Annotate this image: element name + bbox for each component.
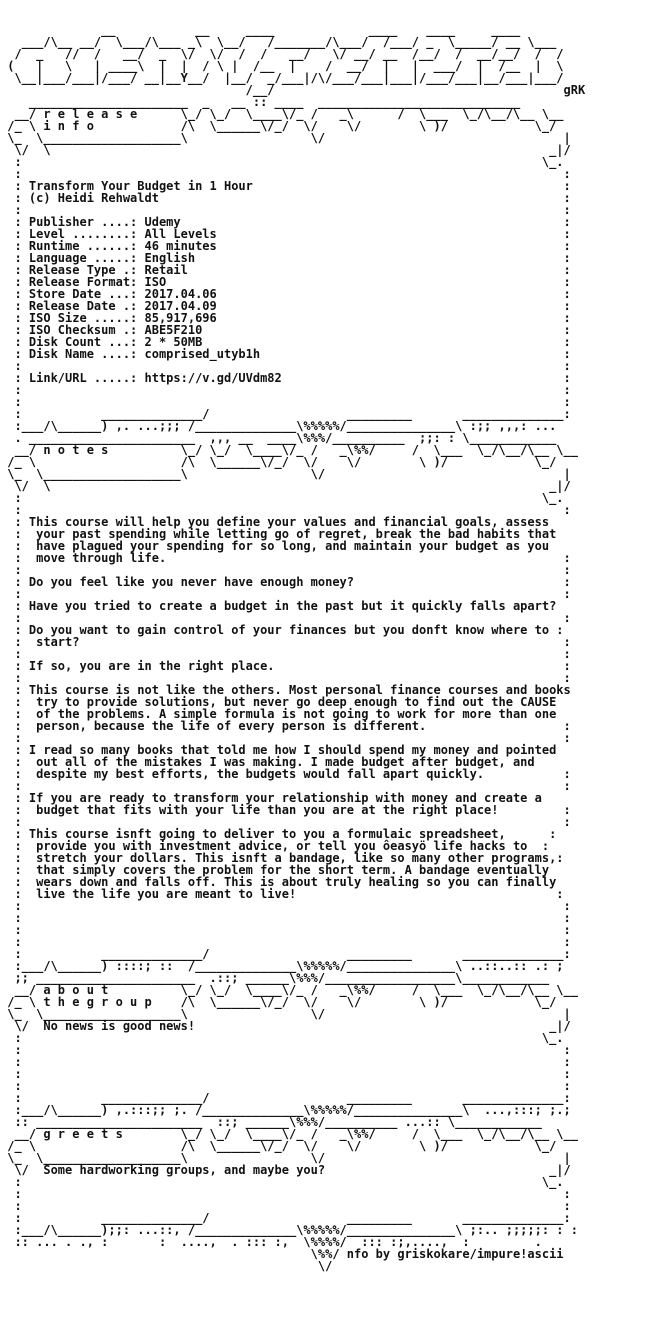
nfo-line: : : — [0, 731, 571, 745]
nfo-line: : live the life you are meant to live! : — [0, 887, 564, 901]
nfo-line: : ______________/ _________ ______________: — [0, 947, 571, 961]
nfo-line: __ __ ____ ____ ____ ____ — [0, 24, 521, 37]
nfo-line: : Do you feel like you never have enough money? : — [0, 575, 571, 589]
nfo-line: :___/\______);;: ...::, /______________\%%%%%/_______________\ ;:.. ;;;;;: : : — [0, 1223, 578, 1237]
nfo-line: : Release Type .: Retail : — [0, 263, 571, 277]
nfo-line: : : — [0, 1067, 571, 1081]
nfo-line: : : — [0, 815, 571, 829]
nfo-line: : Level ........: All Levels : — [0, 227, 571, 241]
nfo-line: : ______________/ _________ ______________: — [0, 1091, 571, 1105]
nfo-line: : have plagued your spending for so long, and maintain your budget as you — [0, 539, 550, 553]
nfo-line: : : — [0, 779, 571, 793]
nfo-line: : If so, you are in the right place. : — [0, 659, 571, 673]
nfo-line: : Release Date .: 2017.04.09 : — [0, 299, 571, 313]
nfo-line: : Disk Name ....: comprised_utyb1h : — [0, 347, 571, 361]
nfo-line: ___/\__ __/ \___/\___ _\ \__/ /_______/\___/ /___/ _ \_____/ __ \___ — [0, 35, 557, 49]
nfo-line: : If you are ready to transform your relationship with money and create a — [0, 791, 542, 805]
nfo-line: \__|___/___|/___/ __|__Y__/ |__/ _/___|/\/___/___|___|/___/___|__/___|___/ — [0, 71, 564, 85]
nfo-line: : : — [0, 587, 571, 601]
nfo-line: : stretch your dollars. This isnft a bandage, like so many other programs,: — [0, 851, 564, 865]
nfo-line: : Runtime ......: 46 minutes : — [0, 239, 571, 253]
nfo-line: : This course will help you define your values and financial goals, assess — [0, 515, 550, 529]
nfo-line: : : — [0, 1043, 571, 1057]
nfo-line: ( | \ | ____\ | | / \ | /__ | / __/ | | ___/ | /__ | \ — [0, 59, 564, 73]
nfo-line: : : — [0, 647, 571, 661]
nfo-line: : : — [0, 395, 571, 409]
nfo-line: /_ \ i n f o /\ \______\/_/ \/ \/ \ )/ \_/ — [0, 119, 557, 133]
nfo-line: : : — [0, 383, 571, 397]
nfo-line: \/ \ _|/ — [0, 143, 571, 157]
nfo-line: / _ // / __/ _ \/ \/ / / __/ \/ __/ __ /__/ / __/__/ / / — [0, 47, 564, 61]
nfo-line: : : — [0, 503, 571, 517]
nfo-line: : : — [0, 1199, 571, 1213]
nfo-line: : : — [0, 611, 571, 625]
nfo-line: \_ \___________________\ \/ | — [0, 467, 571, 481]
nfo-document — [0, 24, 648, 1320]
nfo-line: __/ r e l e a s e \_/ \_/ \____\/_ / _\ / \___ \_/\__/\__ \__ — [0, 107, 564, 121]
nfo-line: \/ \ _|/ — [0, 479, 571, 493]
nfo-line: : I read so many books that told me how I should spend my money and pointed — [0, 743, 557, 757]
nfo-line: :___/\______) ,.:::;; ;. /______________\%%%%%/_______________\ ...,:::; ;.; — [0, 1103, 571, 1117]
nfo-line: \/ No news is good news! _|/ — [0, 1019, 571, 1033]
nfo-line: \/ Some hardworking groups, and maybe you? _|/ — [0, 1163, 571, 1177]
nfo-line: : This course isnft going to deliver to you a formulaic spreadsheet, : — [0, 827, 557, 841]
nfo-line: : Have you tried to create a budget in the past but it quickly falls apart? — [0, 599, 557, 613]
nfo-line: \/ — [0, 1259, 333, 1273]
nfo-line: : : — [0, 671, 571, 685]
nfo-line: : : — [0, 935, 571, 949]
nfo-line: \_ \___________________\ \/ | — [0, 131, 571, 145]
nfo-line: : of the problems. A simple formula is not going to work for more than one — [0, 707, 557, 721]
nfo-line: : Release Format: ISO : — [0, 275, 571, 289]
nfo-line: : Language .....: English : — [0, 251, 571, 265]
nfo-line: : ______________/ _________ ______________: — [0, 1211, 571, 1225]
nfo-line: __/ a b o u t \_/ \_/ \____\/_ / _\%%/ / \___ \_/\__/\__ \__ — [0, 983, 578, 997]
nfo-line: : try to provide solutions, but never go deep enough to find out the CAUSE — [0, 695, 557, 709]
nfo-line: : Do you want to gain control of your finances but you donft know where to : — [0, 623, 564, 637]
nfo-line: : : — [0, 1055, 571, 1069]
nfo-line: ______________________ _ __ :: ____ ____________________________ — [0, 95, 521, 109]
nfo-line: \_ \___________________\ \/ | — [0, 1007, 571, 1021]
nfo-line: : Publisher ....: Udemy : — [0, 215, 571, 229]
nfo-line: : (c) Heidi Rehwaldt : — [0, 191, 571, 205]
nfo-line: ;; ______________________ .::; ______\%%%/__________________\____________ — [0, 971, 550, 985]
nfo-line: : ISO Size .....: 85,917,696 : — [0, 311, 571, 325]
nfo-line: : \_. — [0, 491, 564, 505]
nfo-line: : This course is not like the others. Most personal finance courses and books — [0, 683, 571, 697]
nfo-line: : : — [0, 359, 571, 373]
nfo-line: : Disk Count ...: 2 * 50MB : — [0, 335, 571, 349]
nfo-line: : despite my best efforts, the budgets would fall apart quickly. : — [0, 767, 571, 781]
nfo-line: __/ n o t e s \_/ \_/ \____\/_ / _\%%/ / \___ \_/\__/\__ \__ — [0, 443, 578, 457]
nfo-line: : person, because the life of every person is different. : — [0, 719, 571, 733]
nfo-line: : : — [0, 923, 571, 937]
nfo-line: : : — [0, 899, 571, 913]
nfo-line: :___/\______) ::::; :: /______________\%%%%%/_______________\ ..::..:: .: ; — [0, 959, 564, 973]
nfo-line: : : — [0, 1187, 571, 1201]
nfo-line: /_ \ t h e g r o u p /\ \______\/_/ \/ \/ \ )/ \_/ — [0, 995, 557, 1009]
nfo-line: : provide you with investment advice, or tell you ôeasyö life hacks to : — [0, 839, 550, 853]
nfo-line: /_ \ /\ \______\/_/ \/ \/ \ )/ \_/ — [0, 1139, 557, 1153]
nfo-line: : : — [0, 563, 571, 577]
nfo-line: : \_. — [0, 1175, 564, 1189]
nfo-line: : : — [0, 167, 571, 181]
nfo-line: \_ \___________________\ \/ | — [0, 1151, 571, 1165]
nfo-line: : move through life. : — [0, 551, 571, 565]
nfo-line: : \_. — [0, 1031, 564, 1045]
nfo-line: \%%/ nfo by griskokare/impure!ascii — [0, 1247, 564, 1261]
nfo-line: : Store Date ...: 2017.04.06 : — [0, 287, 571, 301]
nfo-line: : Link/URL .....: https://v.gd/UVdm82 : — [0, 371, 571, 385]
nfo-line: : start? : — [0, 635, 571, 649]
nfo-line: /__/ gRK — [0, 83, 586, 97]
nfo-line: : : — [0, 911, 571, 925]
nfo-line: /_ \ /\ \______\/_/ \/ \/ \ )/ \_/ — [0, 455, 557, 469]
nfo-line: . _______________________ ,,, __ ____\%%%/__________ ;;: : \____________ — [0, 431, 557, 445]
nfo-line: __/ g r e e t s \_/ \_/ \____\/_ / _\%%/ / \___ \_/\__/\__ \__ — [0, 1127, 578, 1141]
nfo-line: :: ... . ., : : ...., . ::: :, \%%%%/ ::: :;,...., : . — [0, 1235, 542, 1249]
nfo-line: : out all of the mistakes I was making. I made budget after budget, and — [0, 755, 535, 769]
nfo-line: : your past spending while letting go of regret, break the bad habits that — [0, 527, 557, 541]
nfo-line: : ISO Checksum .: ABE5F210 : — [0, 323, 571, 337]
nfo-line: : ______________/ _________ ______________: — [0, 407, 571, 421]
nfo-line: : : — [0, 203, 571, 217]
nfo-line: : \_. — [0, 155, 564, 169]
nfo-line: : Transform Your Budget in 1 Hour : — [0, 179, 571, 193]
nfo-line: :___/\______) ,. ...;;; /______________\%%%%%/_______________\ :;; ,,,: ... — [0, 419, 557, 433]
nfo-line: : : — [0, 1079, 571, 1093]
nfo-line: : budget that fits with your life than you are at the right place! : — [0, 803, 571, 817]
nfo-line: : that simply covers the problem for the short term. A bandage eventually — [0, 863, 550, 877]
nfo-line: : wears down and falls off. This is about truly healing so you can finally — [0, 875, 557, 889]
nfo-line: :: _______________________ ::; ______\%%%/__________ ...:: \____________ — [0, 1115, 542, 1129]
